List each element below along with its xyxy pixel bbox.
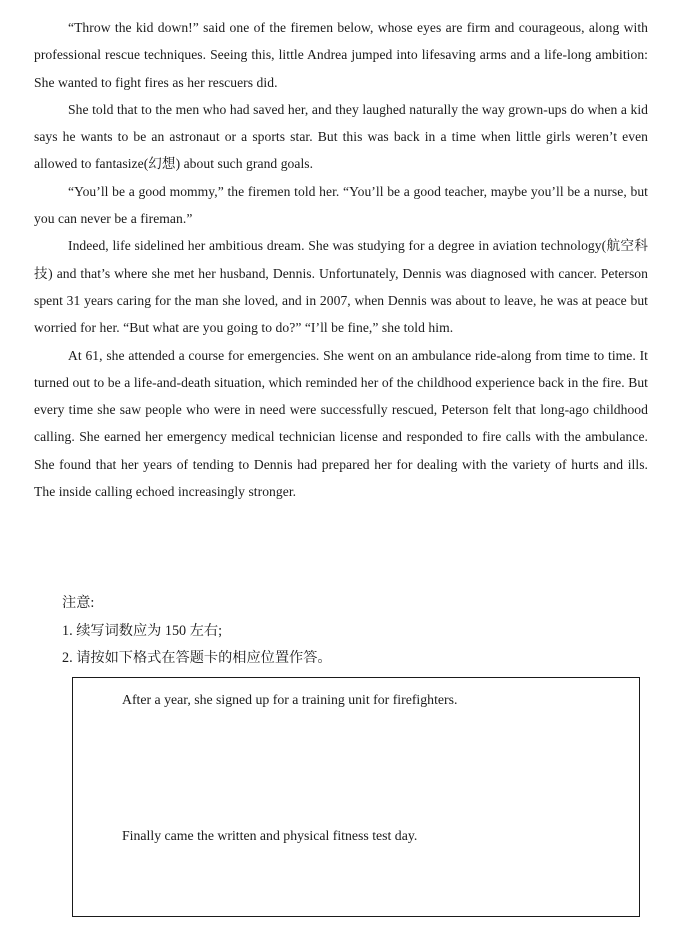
instructions bbox=[62, 590, 332, 673]
continuation-second-paragraph-sentence: Finally came the written and physical fitness test day. bbox=[122, 828, 418, 843]
instruction-item-1: 1. 续写词数应为 150 左右; bbox=[62, 622, 223, 639]
continuation-start-sentence: After a year, she signed up for a training unit for firefighters. bbox=[122, 692, 458, 707]
reading-passage bbox=[34, 14, 648, 505]
passage-paragraph-3: “You’ll be a good mommy,” the firemen told her. “You’ll be a good teacher, maybe you’ll be a nurse, but you can never be a fireman.” bbox=[34, 183, 648, 227]
instructions-heading: 注意: bbox=[62, 595, 95, 611]
instruction-item-2: 2. 请按如下格式在答题卡的相应位置作答。 bbox=[62, 650, 332, 666]
passage-paragraph-1: “Throw the kid down!” said one of the firemen below, whose eyes are firm and courageous, along with professional rescue techniques. Seeing this, little Andrea jumped into lifesaving arms and a life-long ambition: She wanted to fight fires as her rescuers did. bbox=[34, 20, 648, 90]
answer-box bbox=[72, 677, 640, 917]
passage-paragraph-4: Indeed, life sidelined her ambitious dream. She was studying for a degree in aviation technology(航空科技) and that’s where she met her husband, Dennis. Unfortunately, Dennis was diagnosed with cancer. Peterson spent 31 years caring for the man she loved, and in 2007, when Dennis was about to leave, he was at peace but worried for her. “But what are you going to do?” “I’ll be fine,” she told him. bbox=[34, 238, 648, 336]
passage-paragraph-5: At 61, she attended a course for emergencies. She went on an ambulance ride-along from time to time. It turned out to be a life-and-death situation, which reminded her of the childhood experience back in the fire. But every time she saw people who were in need were successfully rescued, Peterson felt that long-ago childhood calling. She earned her emergency medical technician license and responded to fire calls with the ambulance. She found that her years of tending to Dennis had prepared her for dealing with the variety of hurts and ills. The inside calling echoed increasingly stronger. bbox=[34, 347, 648, 500]
passage-paragraph-2: She told that to the men who had saved her, and they laughed naturally the way grown-ups do when a kid says he wants to be an astronaut or a sports star. But this was back in a time when little girls weren’t even allowed to fantasize(幻想) about such grand goals. bbox=[34, 101, 648, 172]
